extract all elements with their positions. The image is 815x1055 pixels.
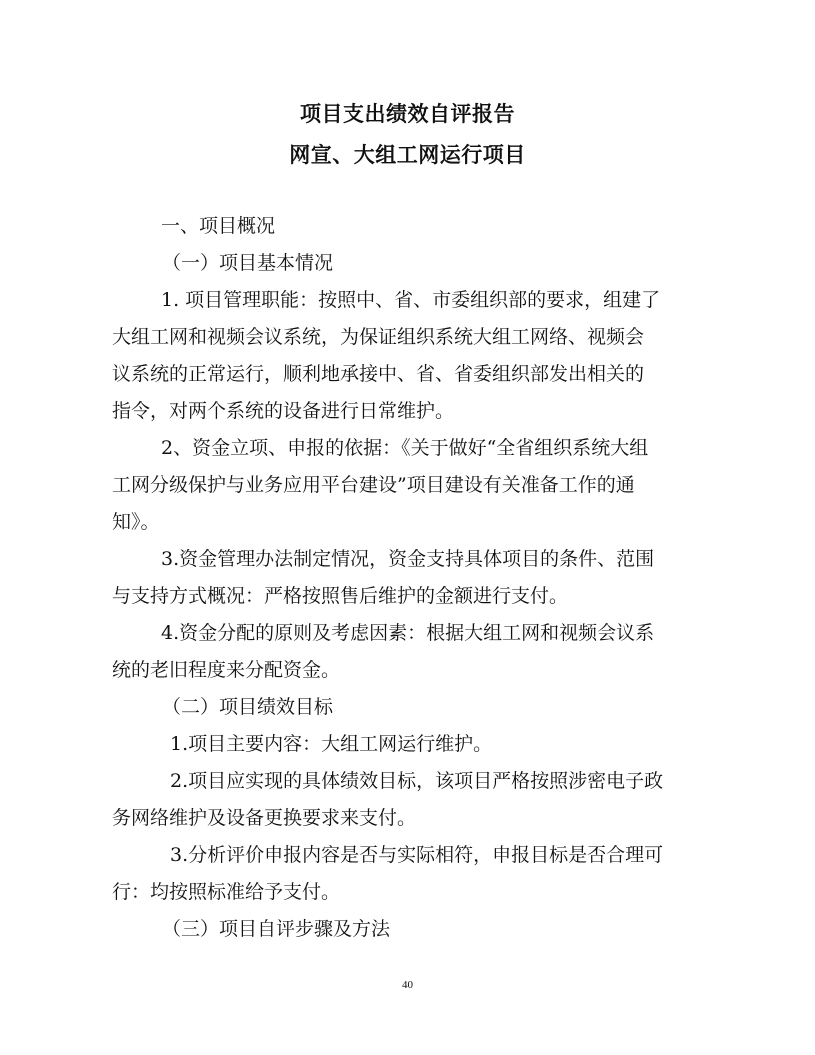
- subsection-heading-self-evaluation-steps: （三）项目自评步骤及方法: [162, 918, 391, 940]
- report-subtitle: 网宣、大组工网运行项目: [289, 143, 526, 167]
- paragraph-line: 行：均按照标准给予支付。: [112, 881, 341, 903]
- paragraph-line: 1. 项目管理职能：按照中、省、市委组织部的要求，组建了: [161, 289, 661, 311]
- report-title: 项目支出绩效自评报告: [300, 102, 515, 126]
- section-heading-project-overview: 一、项目概况: [161, 215, 276, 237]
- paragraph-line: 知》。: [112, 511, 160, 533]
- paragraph-line: 议系统的正常运行，顺利地承接中、省、省委组织部发出相关的: [112, 363, 645, 385]
- paragraph-line: 指令，对两个系统的设备进行日常维护。: [112, 400, 455, 422]
- subsection-heading-performance-goals: （二）项目绩效目标: [162, 696, 334, 718]
- subsection-heading-basic-info: （一）项目基本情况: [162, 252, 334, 274]
- paragraph-line: 2.项目应实现的具体绩效目标，该项目严格按照涉密电子政: [170, 770, 664, 792]
- paragraph-line: 务网络维护及设备更换要求来支付。: [112, 807, 417, 829]
- paragraph-line: 工网分级保护与业务应用平台建设”项目建设有关准备工作的通: [112, 474, 635, 496]
- paragraph-line: 3.资金管理办法制定情况，资金支持具体项目的条件、范围: [161, 548, 655, 570]
- paragraph-line: 3.分析评价申报内容是否与实际相符，申报目标是否合理可: [170, 844, 664, 866]
- paragraph-line: 4.资金分配的原则及考虑因素：根据大组工网和视频会议系: [161, 622, 655, 644]
- page-number: 40: [402, 979, 413, 991]
- paragraph-line: 与支持方式概况：严格按照售后维护的金额进行支付。: [112, 585, 569, 607]
- paragraph-line: 统的老旧程度来分配资金。: [112, 659, 341, 681]
- paragraph-line: 2、资金立项、申报的依据：《关于做好“全省组织系统大组: [161, 437, 649, 459]
- paragraph-line: 1.项目主要内容：大组工网运行维护。: [170, 733, 493, 755]
- paragraph-line: 大组工网和视频会议系统，为保证组织系统大组工网络、视频会: [112, 326, 645, 348]
